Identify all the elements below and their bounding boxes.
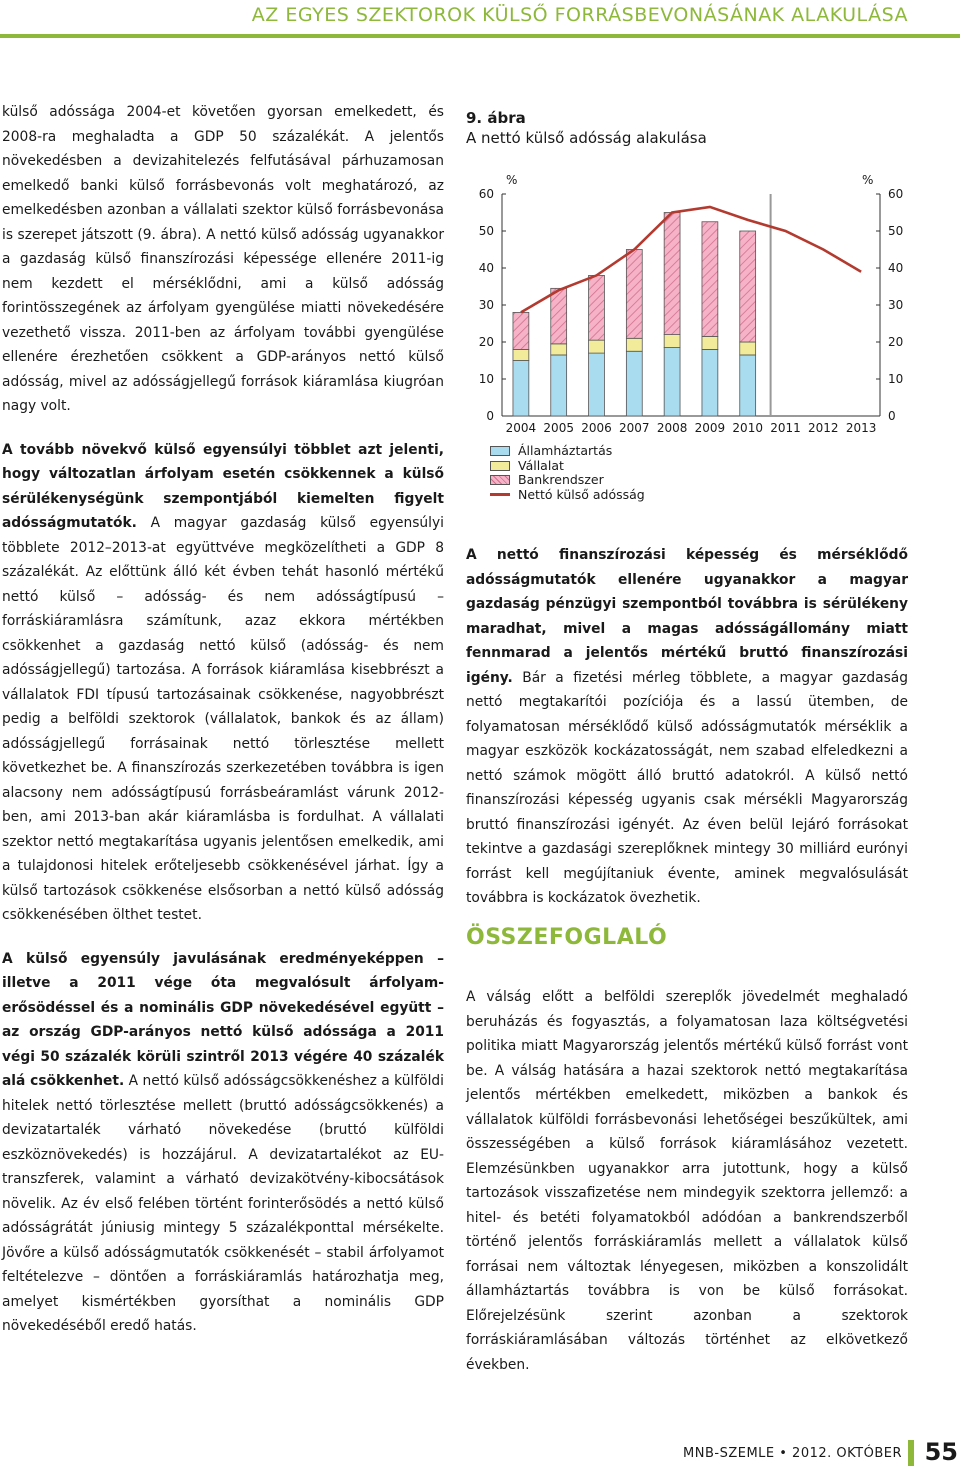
x-tick-label: 2009 (694, 421, 726, 435)
bar-bankrendszer (664, 213, 680, 335)
y-unit-left: % (506, 173, 518, 187)
summary-text: A válság előtt a belföldi szereplők jövedelmét meghaladó beruházás és fogyasztás, a folyamatosan laza költségvetési politika miatt Magyarország jelentős mértékű külső forrást vont be. A válság hatására a hazai szektorok nettó megtakarítása jelentős mértékben emelkedett, miközben a bankok és vállalatok külföldi forrásbevonási lehetőségei beszűkültek, ami összességében a külső források kiáramlásához vezetett. Elemzésünkben ugyanakkor arra jutottunk, hogy a külső tartozások visszafizetése nem mindegyik szektorra jellemző: a hitel- és betéti folyamatokból adódóan a bankrendszerből történő jelentős forráskiáramlás mellett a vállalatok külső forrásai nem változtak lényegesen, miközben a konszolidált államháztartás továbbra is von be külső forrásokat. Előrejelzésünk szerint azonban a szektorok forráskiáramlásában változás történhet az elkövetkező években. (466, 989, 908, 1373)
left-column (2, 100, 444, 1358)
legend-item (490, 459, 645, 474)
y-tick-label-left: 60 (478, 187, 494, 201)
bar-allamhaztartas (626, 351, 642, 416)
bar-allamhaztartas (513, 361, 529, 417)
bar-vallalat (702, 336, 718, 349)
x-tick-label: 2012 (808, 421, 839, 435)
bar-bankrendszer (513, 312, 529, 349)
legend-label: Államháztartás (518, 443, 613, 458)
paragraph-text: A magyar gazdaság külső egyensúlyi többlete 2012–2013-at együttvéve megközelítheti a GDP 8 százalékát. Az előttünk álló két évben tehát hasonló mértékű nettó külső – adósság- és nem adósságtípusú – forráskiáramlásra számítunk, azaz ekkora mértékben csökkenhet a gazdaság nettó külső (adósság- és nem adósságjellegű) tartozása. A források kiáramlása kisebbrészt a vállalatok FDI típusú tartozásainak csökkenése, nagyobbrészt pedig a belföldi szektorok (vállalatok, bankok és az állam) adósságjellegű forrásainak nettó törlesztése mellett következhet be. A finanszírozás szerkezetében továbbra is igen alacsony nem adósságtípusú forrásbeáramlást várunk 2012-ben, ami 2013-ban akár kiáramlásba is fordulhat. A vállalati szektor nettó megtakarítása ugyanis jelentősen emelkedik, ami a tulajdonosi hitelek erőteljesebb csökkenésével járhat. Így a külső tartozások csökkenése elsősorban a nettó külső adósság csökkenésében ölthet testet. (2, 515, 444, 923)
legend-label: Bankrendszer (518, 472, 604, 487)
chart-legend (490, 444, 645, 502)
paragraph: külső adóssága 2004-et követően gyorsan emelkedett, és 2008-ra meghaladta a GDP 50 százalékát. A jelentős növekedésben a devizahitelezés felfutásával párhuzamosan emelkedő banki külső forrásbevonás volt meghatározó, az emelkedésben azonban a vállalati szektor külső forrásbevonása is szerepet játszott (9. ábra). A nettó külső adósság ugyanakkor a gazdaság külső finanszírozási képessége ellenére 2011-ig nem kezdett el mérséklődni, ami a külső adósság forintösszegének az árfolyam gyengülése miatti növekedésére vezethető vissza. 2011-ben az árfolyam további gyengülése ellenére érezhetően csökkent a GDP-arányos nettó külső adósság, mivel az adósságjellegű források kiáramlása kiugróan nagy volt. (2, 104, 444, 414)
bar-allamhaztartas (740, 355, 756, 416)
y-tick-label-right: 20 (888, 335, 904, 349)
bar-vallalat (740, 342, 756, 355)
bar-vallalat (626, 338, 642, 351)
y-tick-label-left: 30 (478, 298, 494, 312)
figure-title: A nettó külső adósság alakulása (466, 129, 707, 147)
page-header (0, 0, 960, 40)
bar-allamhaztartas (702, 349, 718, 416)
x-tick-label: 2004 (505, 421, 537, 435)
page-number: 55 (924, 1438, 958, 1466)
footer-accent-bar (908, 1440, 914, 1466)
paragraph-text: A nettó külső adósságcsökkenéshez a külföldi hitelek nettó törlesztése mellett (bruttó adósságcsökkenés) a devizatartalék várható növekedése (bruttó külföldi eszköznövekedés) is hozzájárul. A devizatartalékot az EU-transzferek, valamint a várható devizakötvény-kibocsátások növelik. Az év első felében történt forinterősödés a nettó külső adósságrátát júniusig mintegy 5 százalékponttal mérsékelte. Jövőre a külső adósságmutatók csökkenését – stabil árfolyamot feltételezve – döntően a forráskiáramlás határozhatja meg, amelyet kismértékben gyorsíthat a nominális GDP növekedéséből eredő hatás. (2, 1073, 444, 1334)
header-rule (0, 34, 960, 38)
bold-lead: A tovább növekvő külső egyensúlyi többlet azt jelenti, hogy változatlan árfolyam esetén csökkennek a külső sérülékenységünk szempontjából kiemelten figyelt adósságmutatók. (2, 441, 444, 531)
y-tick-label-left: 0 (486, 409, 494, 423)
bar-bankrendszer (702, 222, 718, 337)
paragraph (2, 438, 444, 928)
section-title: AZ EGYES SZEKTOROK KÜLSŐ FORRÁSBEVONÁSÁNAK ALAKULÁSA (251, 4, 908, 26)
legend-item (490, 444, 645, 459)
y-tick-label-right: 60 (888, 187, 904, 201)
figure-9 (466, 108, 908, 502)
legend-line (490, 493, 510, 496)
legend-item (490, 473, 645, 488)
bar-bankrendszer (589, 275, 605, 340)
bar-vallalat (513, 349, 529, 360)
right-column (466, 543, 908, 930)
bar-vallalat (664, 335, 680, 348)
y-tick-label-left: 50 (478, 224, 494, 238)
summary-heading: ÖSSZEFOGLALÓ (466, 925, 668, 950)
paragraph (2, 947, 444, 1339)
legend-label: Vállalat (518, 457, 564, 473)
bar-allamhaztartas (664, 348, 680, 416)
x-tick-label: 2007 (619, 421, 650, 435)
y-tick-label-right: 0 (888, 409, 896, 423)
x-tick-label: 2010 (732, 421, 763, 435)
bar-bankrendszer (626, 250, 642, 339)
x-tick-label: 2006 (581, 421, 612, 435)
bar-vallalat (551, 344, 567, 355)
page-footer (640, 1438, 960, 1468)
y-tick-label-right: 40 (888, 261, 904, 275)
x-tick-label: 2008 (656, 421, 688, 435)
y-tick-label-left: 40 (478, 261, 494, 275)
bar-vallalat (589, 340, 605, 353)
y-tick-label-right: 50 (888, 224, 904, 238)
bar-bankrendszer (740, 231, 756, 342)
figure-number: 9. ábra (466, 109, 526, 127)
paragraph-text: Bár a fizetési mérleg többlete, a magyar gazdaság nettó megtakarítói pozíciója és a lassú ütemben, de folyamatosan mérséklődő külső adósságmutatók mérséklik a magyar eszközök kockázatosságát, nem szabad elfeledkezni a nettó számok mögött álló bruttó adatokról. A külső nettó finanszírozási képesség ugyanis csak mérsékli Magyarország bruttó finanszírozási igényét. Az éven belül lejáró forrásokat tekintve a gazdasági szereplőknek mintegy 30 milliárd eurónyi forrást kell megújítaniuk évente, aminek megvalósulását továbbra is kockázatok övezhetik. (466, 669, 908, 906)
y-unit-right: % (862, 173, 874, 187)
legend-swatch (490, 475, 510, 485)
bold-lead: A külső egyensúly javulásának eredményeképpen – illetve a 2011 vége óta megvalósult árfolyam-erősödéssel és a nominális GDP növekedésével együtt – az ország GDP-arányos nettó külső adóssága a 2011 végi 50 százalék körüli szintről 2013 végére 40 százalék alá csökkenhet. (2, 950, 444, 1089)
y-tick-label-left: 10 (478, 372, 494, 386)
legend-item (490, 488, 645, 503)
net-external-debt-chart (466, 166, 908, 446)
bar-allamhaztartas (589, 353, 605, 416)
paragraph (466, 543, 908, 911)
journal-name: MNB-SZEMLE • 2012. OKTÓBER (683, 1446, 902, 1461)
legend-swatch (490, 446, 510, 456)
y-tick-label-right: 10 (888, 372, 904, 386)
bar-bankrendszer (551, 288, 567, 344)
bold-lead: A nettó finanszírozási képesség és mérséklődő adósságmutatók ellenére ugyanakkor a magyar gazdaság pénzügyi szempontból továbbra is sérülékeny maradhat, mivel a magas adósságállomány miatt fennmarad a jelentős mértékű bruttó finanszírozási igény. (466, 547, 908, 686)
x-tick-label: 2013 (845, 421, 877, 435)
x-tick-label: 2011 (770, 421, 801, 435)
line-netto-kulso-adossag (521, 207, 861, 312)
bar-allamhaztartas (551, 355, 567, 416)
y-tick-label-right: 30 (888, 298, 904, 312)
legend-swatch (490, 461, 510, 471)
y-tick-label-left: 20 (478, 335, 494, 349)
x-tick-label: 2005 (543, 421, 574, 435)
legend-label: Nettó külső adósság (518, 486, 645, 502)
